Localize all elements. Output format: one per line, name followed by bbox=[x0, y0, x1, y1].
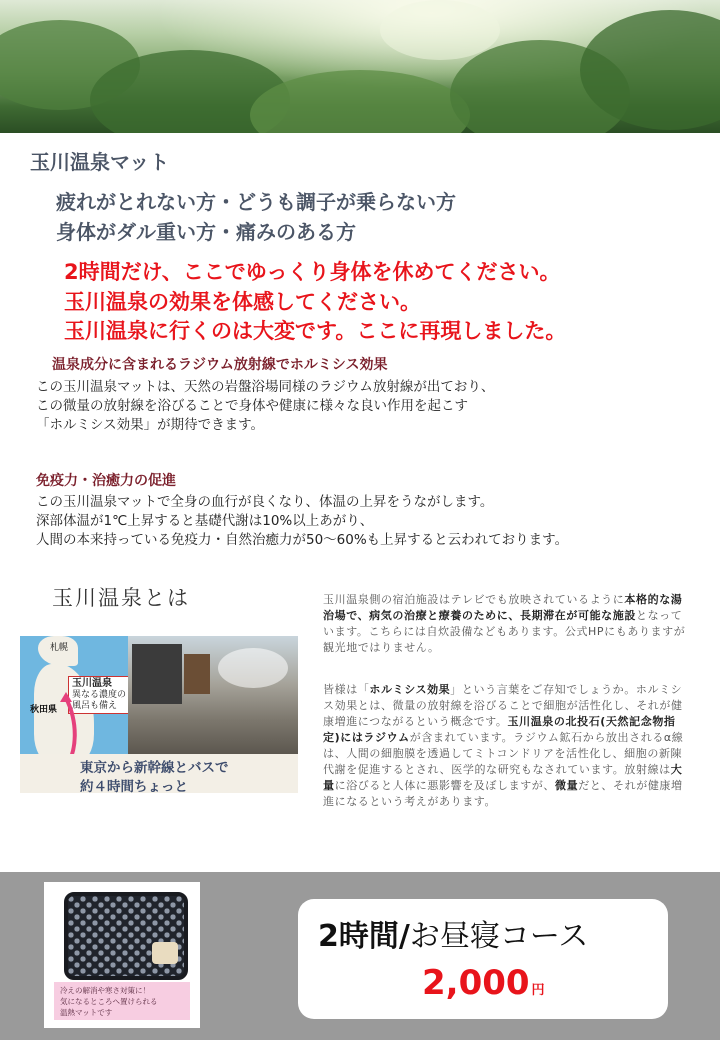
price-card bbox=[298, 899, 668, 1019]
section1-line-2: この微量の放射線を浴びることで身体や健康に様々な良い作用を起こす bbox=[36, 398, 468, 414]
about-paragraph-1: 玉川温泉側の宿泊施設はテレビでも放映されているように本格的な湯治場で、病気の治療と療養のために、長期滞在が可能な施設となっています。こちらには自炊設備などもあります。公式HPにもありますが観光地ではりません。 bbox=[323, 593, 686, 654]
target-line-2: 身体がダル重い方・痛みのある方 bbox=[56, 220, 356, 244]
section2-line-3: 人間の本来持っている免疫力・自然治癒力が50～60%も上昇すると云われております。 bbox=[36, 532, 569, 548]
page-title: 玉川温泉マット bbox=[30, 150, 170, 174]
pin-note-2: 風呂も備え bbox=[72, 700, 118, 711]
section1-line-3: 「ホルミシス効果」が期待できます。 bbox=[36, 417, 265, 433]
highlight-line-1: 2時間だけ、ここでゆっくり身体を休めてください。 bbox=[64, 260, 561, 284]
course-name: 2時間/お昼寝コース bbox=[318, 919, 589, 954]
section2-line-1: この玉川温泉マットで全身の血行が良くなり、体温の上昇をうながします。 bbox=[36, 494, 494, 510]
map-label-sapporo: 札幌 bbox=[50, 643, 69, 653]
section2-heading: 免疫力・治癒力の促進 bbox=[36, 473, 176, 489]
highlight-line-2: 玉川温泉の効果を体感してください。 bbox=[64, 290, 421, 314]
target-line-1: 疲れがとれない方・どうも調子が乗らない方 bbox=[56, 190, 456, 214]
section1-line-1: この玉川温泉マットは、天然の岩盤浴場同様のラジウム放射線が出ており、 bbox=[36, 379, 495, 395]
about-heading: 玉川温泉とは bbox=[52, 586, 190, 610]
map-caption-2: 約４時間ちょっと bbox=[80, 779, 188, 793]
forest-hero-image bbox=[0, 0, 720, 133]
pin-title: 玉川温泉 bbox=[72, 678, 112, 689]
product-note: 冷えの解消や寒さ対策に！ 気になるところへ置けられる 温熱マットです bbox=[54, 982, 190, 1020]
course-price: 2,000 円 bbox=[422, 963, 545, 1003]
section2-line-2: 深部体温が1℃上昇すると基礎代謝は10%以上あがり、 bbox=[36, 513, 374, 529]
onsen-photo bbox=[128, 636, 298, 756]
map-photo-card bbox=[20, 636, 298, 793]
mat-image bbox=[64, 892, 188, 980]
section1-heading: 温泉成分に含まれるラジウム放射線でホルミシス効果 bbox=[52, 357, 388, 373]
map-label-akita: 秋田県 bbox=[30, 705, 58, 715]
about-paragraph-2: 皆様は「ホルミシス効果」という言葉をご存知でしょうか。ホルミシス効果とは、微量の放射線を浴びることで細胞が活性化し、それが健康増進につながるという概念です。玉川温泉の北投石(天然記念物指定)にはラジウムが含まれています。ラジウム鉱石から放出されるα線は、人間の細胞膜を透過してミトコンドリアを活性化し、細胞の新陳代謝を促進するとされ、医学的な研究もなされています。放射線は大量に浴びると人体に悪影響を及ぼしますが、微量だと、それが健康増進になるという考えがあります。 bbox=[323, 683, 684, 808]
pin-note-1: 異なる濃度の bbox=[72, 690, 127, 700]
highlight-line-3: 玉川温泉に行くのは大変です。ここに再現しました。 bbox=[64, 319, 567, 343]
mat-tag bbox=[152, 942, 178, 964]
product-card bbox=[44, 882, 200, 1028]
map-caption-1: 東京から新幹線とバスで bbox=[80, 760, 229, 776]
